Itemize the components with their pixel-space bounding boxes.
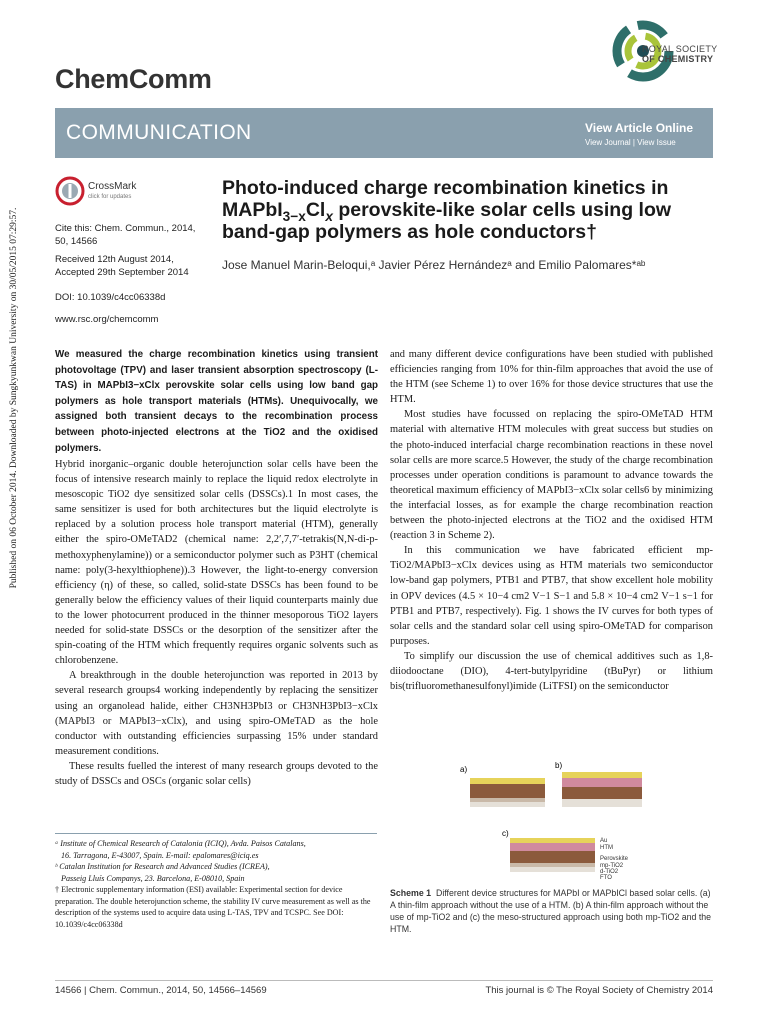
paragraph: and many different device configurations have been studied with published efficiencies ranging from 10% for thin-film approaches that avoid the use of the HTM (see Scheme 1) to over 16% for those device structures that use the HTM. xyxy=(390,349,713,406)
layer-label: d-TiO2 xyxy=(600,869,619,875)
article-title: Photo-induced charge recombination kinetics in $MAPbI_{3-x}Cl_x$ perovskite-like solar cells using low band-gap polymers as hole conductors† xyxy=(222,177,672,243)
device-c xyxy=(510,838,595,872)
paragraph: A breakthrough in the double heterojunction was reported in 2013 by several research groups4 working independently by replacing the sensitizer using an organolead halide, either CH3NH3PbI3 or CH3NH3PbI3−xClx (MAPbI3 or MAPbI3−xClx), and using spiro-OMeTAD as the hole conductor with outstanding efficiencies surpassing 15% under standard measurement conditions. xyxy=(55,670,378,757)
journal-name: ChemComm xyxy=(55,64,212,94)
layer-label: HTM xyxy=(600,845,613,851)
crossmark-label[interactable]: CrossMark xyxy=(88,181,137,192)
layer-label: mp-TiO2 xyxy=(600,863,624,869)
author-list: Jose Manuel Marin-Beloqui,ᵃ Javier Pérez Hernándezᵃ and Emilio Palomares*ᵃᵇ xyxy=(222,258,646,272)
crossmark-sub: click for updates xyxy=(88,194,132,200)
cite-this: Cite this: Chem. Commun., 2014, 50, 14566 xyxy=(55,223,196,247)
footer-rule xyxy=(55,980,713,981)
scheme-label-b: b) xyxy=(555,761,563,770)
received-date: Received 12th August 2014, xyxy=(55,254,174,265)
paragraph: These results fuelled the interest of many research groups devoted to the study of DSSCs and OSCs (organic solar cells) xyxy=(55,760,378,787)
layer-label: Perovskite xyxy=(600,856,629,862)
accepted-date: Accepted 29th September 2014 xyxy=(55,267,189,278)
article-type: COMMUNICATION xyxy=(66,121,252,144)
body-column-right xyxy=(390,347,713,694)
paragraph: To simplify our discussion the use of chemical additives such as 1,8-diiodooctane (DIO), 4-tert-butylpyridine (tBuPyr) or lithium bis(trifluoromethanesulfonyl)imide (LiTFSI) on the semiconductor xyxy=(390,650,713,693)
journal-url[interactable]: www.rsc.org/chemcomm xyxy=(55,314,159,325)
device-a xyxy=(470,778,545,807)
footer-citation: 14566 | Chem. Commun., 2014, 50, 14566–14569 xyxy=(55,985,267,996)
footer-copyright: This journal is © The Royal Society of Chemistry 2014 xyxy=(485,985,713,996)
paragraph: Most studies have focussed on replacing the spiro-OMeTAD HTM material with alternative HTM molecules with great success but studies on the photo-induced interfacial charge recombination reactions in these novel solar cells are more scarce.5 However, the study of the charge recombination processes under operation conditions is paramount to advance towards the theoretical maximum efficiency of MAPbI3−xClx solar cells6 by minimizing the interfacial losses, as for example the charge recombination reaction between the photo-injected electrons at the TiO2 and the oxidised HTM (reaction 3 in Scheme 2). xyxy=(390,409,713,542)
view-article-online-link[interactable]: View Article Online xyxy=(585,121,694,135)
layer-label: Au xyxy=(600,838,608,844)
layer-label: FTO xyxy=(600,875,612,881)
view-journal-issue-links[interactable]: View Journal | View Issue xyxy=(585,138,676,147)
device-b xyxy=(562,772,642,807)
publisher-name: ROYAL SOCIETY OF CHEMISTRY xyxy=(642,44,718,64)
doi[interactable]: DOI: 10.1039/c4cc06338d xyxy=(55,292,166,303)
scheme-1-figure xyxy=(440,758,690,890)
paragraph: Hybrid inorganic–organic double heterojunction solar cells have been the focus of intensive research mainly to replace the liquid redox electrolyte in mesoscopic TiO2 dye sensitized solar cells (DSSCs).1 In most cases, the same sensitizer is used for both architectures but the liquid electrolyte is replaced by a solution process hole transport material (HTM), generally either the spiro-OMeTAD2 (chemical name: 2,2′,7,7′-tetrakis(N,N-di-p-methoxyphenylamine)) or a semiconductor polymer such as P3HT (chemical name: poly(3-hexylthiophene)).3 However, the light-to-energy conversion efficiency (η) of these, so called, solid-state DSSCs has been found to be generally below the efficiency values of their liquid counterparts mainly due to the lower photocurrent produced in the thinner mesoporous TiO2 layers needed for solid-state DSSCs or the desorption of the sensitizer after the spin-coating of the HTM which frequently requires organic solvents such as chlorobenzene. xyxy=(55,459,378,667)
abstract: We measured the charge recombination kinetics using transient photovoltage (TPV) and laser transient absorption spectroscopy (L-TAS) in MAPbI3−xClx perovskite solar cells using low band gap polymers as hole transport materials (HTMs). Unequivocally, we assigned both transient decays to the recombination process between photo-injected electrons at the TiO2 and the oxidised polymers. xyxy=(55,349,378,454)
paragraph: In this communication we have fabricated efficient mp-TiO2/MAPbI3−xClx devices using as HTM materials two semiconductor low-band gap polymers, PTB1 and PTB7, that show excellent hole mobility in OPV devices (4.5 × 10−4 cm2 V−1 S−1 and 5.8 × 10−4 cm2 V−1 s−1 for PTB1 and PTB7, respectively). Fig. 1 shows the IV curves for both types of solar cells and the standard solar cell using spiro-OMeTAD for comparison purposes. xyxy=(390,545,713,647)
body-column-left xyxy=(55,457,378,789)
scheme-label-a: a) xyxy=(460,765,468,774)
download-note: Published on 06 October 2014. Downloaded by Sungkyunkwan University on 30/05/2015 07:29:57. xyxy=(9,207,19,589)
footnotes: ᵃ Institute of Chemical Research of Catalonia (ICIQ), Avda. Paisos Catalans, 16. Tarragona, E-43007, Spain. E-mail: epalomares@iciq.es ᵇ Catalan Institution for Research and Advanced Studies (ICREA), Passeig Lluís Companys, 23. Barcelona, E-08010, Spain † Electronic supplementary information (ESI) available: Experimental section for device preparation. The double heterojunction scheme, the stability IV curve measurement as well as the description of the systems used to acquire data using L-TAS, TPV and TCSPC. See DOI: 10.1039/c4cc06338d xyxy=(55,839,371,929)
footnote-rule xyxy=(55,833,377,834)
crossmark-icon[interactable] xyxy=(55,176,85,206)
scheme-caption: Scheme 1 Different device structures for MAPbI or MAPbICl based solar cells. (a) A thin-film approach without the use of a HTM. (b) A thin-film approach without the use of mp-TiO2 and (c) the meso-structured approach using both mp-TiO2 and the HTM. xyxy=(390,888,712,934)
scheme-label-c: c) xyxy=(502,829,509,838)
